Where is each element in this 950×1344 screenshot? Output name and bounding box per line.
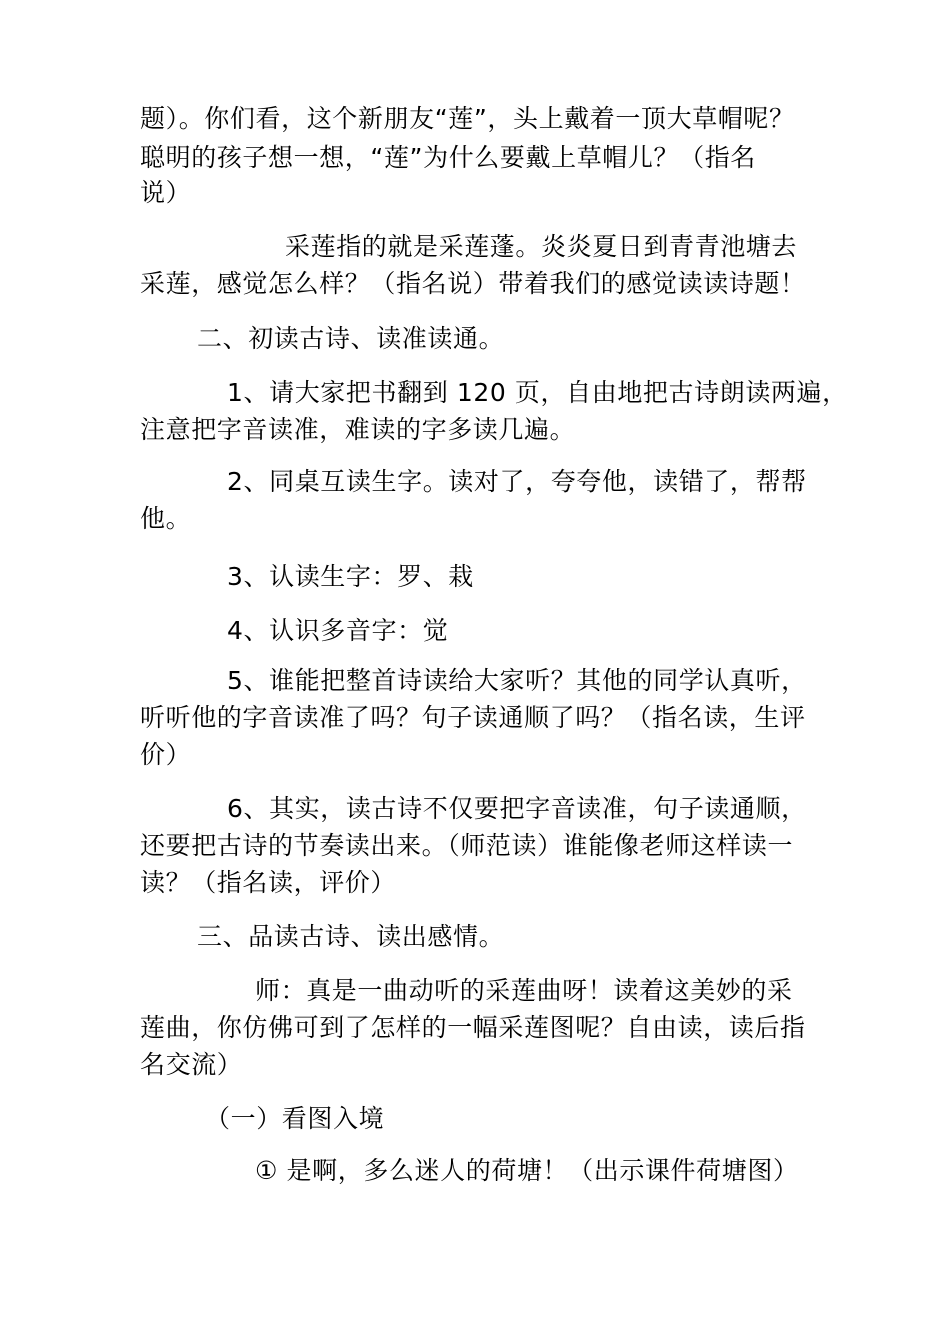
text-line: 2、同桌互读生字。读对了，夸夸他，读错了，帮帮 — [227, 467, 807, 496]
text-line: 说） — [140, 178, 192, 207]
subsection-heading: （一）看图入境 — [205, 1104, 385, 1133]
text-line: 采莲指的就是采莲蓬。炎炎夏日到青青池塘去 — [285, 232, 798, 261]
text-line: 听听他的字音读准了吗？句子读通顺了吗？（指名读，生评 — [140, 703, 806, 732]
text-line: ① 是啊，多么迷人的荷塘！（出示课件荷塘图） — [255, 1156, 799, 1185]
text-line: 注意把字音读准，难读的字多读几遍。 — [140, 415, 576, 444]
text-line: 聪明的孩子想一想，“莲”为什么要戴上草帽儿？（指名 — [140, 143, 756, 172]
text-line: 莲曲，你仿佛可到了怎样的一幅采莲图呢？自由读，读后指 — [140, 1013, 806, 1042]
text-line: 采莲，感觉怎么样？（指名说）带着我们的感觉读读诗题！ — [140, 269, 806, 298]
text-line: 价） — [140, 740, 192, 769]
text-line: 名交流） — [140, 1050, 243, 1079]
text-line: 6、其实，读古诗不仅要把字音读准，句子读通顺， — [227, 794, 807, 823]
text-line: 题）。你们看，这个新朋友“莲”，头上戴着一顶大草帽呢？ — [140, 104, 795, 133]
text-line: 他。 — [140, 504, 192, 533]
text-line: 4、认识多音字：觉 — [227, 616, 449, 645]
text-line: 读？（指名读，评价） — [140, 868, 397, 897]
text-line: 5、谁能把整首诗读给大家听？其他的同学认真听， — [227, 666, 807, 695]
section-heading: 三、品读古诗、读出感情。 — [197, 922, 505, 951]
text-line: 还要把古诗的节奏读出来。（师范读）谁能像老师这样读一 — [140, 831, 794, 860]
text-line: 师：真是一曲动听的采莲曲呀！读着这美妙的采 — [255, 976, 793, 1005]
text-line: 3、认读生字：罗、栽 — [227, 562, 474, 591]
text-line: 1、请大家把书翻到 120 页，自由地把古诗朗读两遍， — [227, 378, 848, 407]
section-heading: 二、初读古诗、读准读通。 — [197, 324, 505, 353]
